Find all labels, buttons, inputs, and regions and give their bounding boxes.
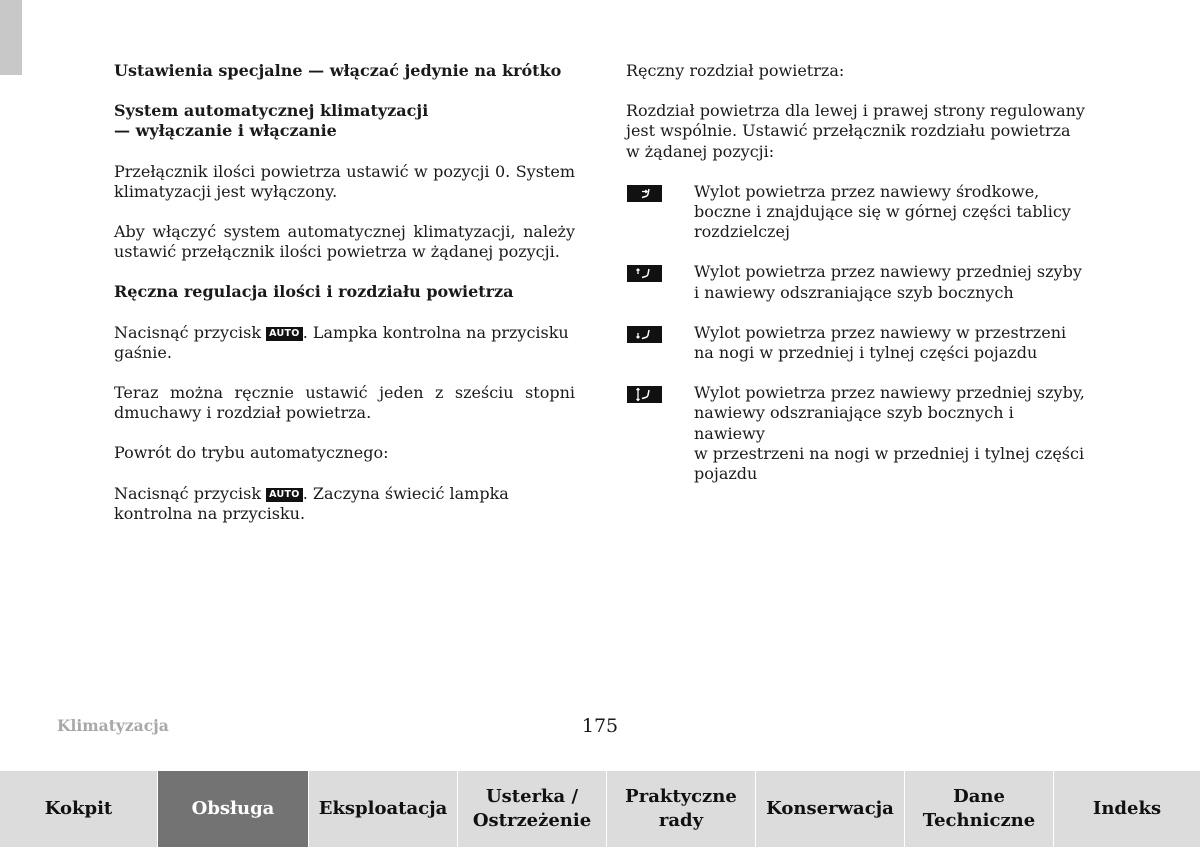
mode-text-line: w przestrzeni na nogi w przedniej i tylnej części: [694, 443, 1085, 463]
mode-text-line: pojazdu: [694, 464, 758, 484]
tab-usterka-ostrzezenie[interactable]: [458, 771, 607, 847]
tab-konserwacja[interactable]: [756, 771, 905, 847]
tab-obsluga[interactable]: [158, 771, 309, 847]
page-corner-marker: [0, 0, 22, 75]
mode-text-line: Wylot powietrza przez nawiewy w przestrzeni: [694, 322, 1067, 342]
paragraph-press-auto-off: [114, 323, 575, 363]
mode-row-windshield: [626, 262, 1086, 302]
tab-label: Indeks: [1092, 798, 1162, 819]
page-number: 175: [581, 715, 619, 737]
mode-text-line: rozdzielczej: [694, 222, 790, 242]
tab-kokpit[interactable]: [0, 771, 158, 847]
airflow-center-vents-icon: [627, 185, 662, 202]
text-lamp-off: . Lampka kontrolna na przycisku gaśnie.: [114, 322, 569, 362]
mode-row-center-vents: [626, 182, 1086, 243]
heading-auto-climate-line2: — wyłączanie i włączanie: [114, 121, 337, 141]
mode-row-footwell: [626, 323, 1086, 363]
heading-special-settings: Ustawienia specjalne — włączać jedynie na krótko: [114, 61, 562, 80]
paragraph-return-auto: Powrót do trybu automatycznego:: [114, 443, 389, 463]
mode-text-line: nawiewy odszraniające szyb bocznych i nawiewy: [694, 403, 1014, 443]
paragraph-press-auto-on: [114, 484, 575, 524]
paragraph-manual-setting: Teraz można ręcznie ustawić jeden z sześciu stopni dmuchawy i rozdział powietrza.: [114, 383, 575, 423]
tab-label: Eksploatacja: [318, 798, 448, 819]
text-lamp-on: . Zaczyna świecić lampka kontrolna na przycisku.: [114, 483, 509, 523]
paragraph-distribution: Rozdział powietrza dla lewej i prawej strony regulowany jest wspólnie. Ustawić przełącznik rozdziału powietrza w żądanej pozycji:: [626, 101, 1085, 161]
heading-manual-regulation: Ręczna regulacja ilości i rozdziału powietrza: [114, 282, 514, 302]
chapter-tab-bar: [0, 771, 1200, 847]
left-column: [114, 61, 575, 544]
text-press-button: Nacisnąć przycisk: [114, 483, 267, 503]
text-press-button: Nacisnąć przycisk: [114, 322, 267, 342]
heading-manual-distribution: Ręczny rozdział powietrza:: [626, 61, 845, 80]
tab-praktyczne-rady[interactable]: [607, 771, 756, 847]
mode-text-line: Wylot powietrza przez nawiewy środkowe,: [694, 181, 1040, 201]
tab-indeks[interactable]: [1054, 771, 1200, 847]
tab-label: Kokpit: [44, 798, 113, 819]
mode-text-line: Wylot powietrza przez nawiewy przedniej szyby,: [694, 383, 1085, 403]
tab-label: Dane Techniczne: [922, 786, 1036, 831]
tab-eksploatacja[interactable]: [309, 771, 458, 847]
airflow-footwell-icon: [627, 326, 662, 343]
heading-auto-climate-line1: System automatycznej klimatyzacji: [114, 101, 429, 121]
tab-label: Praktyczne rady: [625, 786, 737, 831]
mode-row-windshield-footwell: [626, 383, 1086, 484]
tab-label: Konserwacja: [766, 798, 894, 819]
mode-text-line: Wylot powietrza przez nawiewy przedniej szyby: [694, 262, 1082, 282]
tab-label: Obsługa: [191, 798, 275, 819]
heading-auto-climate: [114, 101, 575, 141]
mode-text-line: i nawiewy odszraniające szyb bocznych: [694, 282, 1014, 302]
paragraph-switch-off: Przełącznik ilości powietrza ustawić w pozycji 0. System klimatyzacji jest wyłączony.: [114, 161, 575, 201]
airflow-windshield-footwell-icon: [627, 386, 662, 403]
right-column: [626, 61, 1086, 504]
mode-text-line: boczne i znajdujące się w górnej części tablicy: [694, 202, 1071, 222]
paragraph-switch-on: Aby włączyć system automatycznej klimatyzacji, należy ustawić przełącznik ilości powietrza w żądanej pozycji.: [114, 222, 575, 262]
auto-button-icon: AUTO: [266, 488, 303, 502]
auto-button-icon: AUTO: [266, 327, 303, 341]
mode-text-line: na nogi w przedniej i tylnej części pojazdu: [694, 343, 1038, 363]
tab-dane-techniczne[interactable]: [905, 771, 1054, 847]
airflow-windshield-icon: [627, 265, 662, 282]
tab-label: Usterka / Ostrzeżenie: [472, 786, 592, 831]
footer-section-title: Klimatyzacja: [57, 716, 169, 735]
